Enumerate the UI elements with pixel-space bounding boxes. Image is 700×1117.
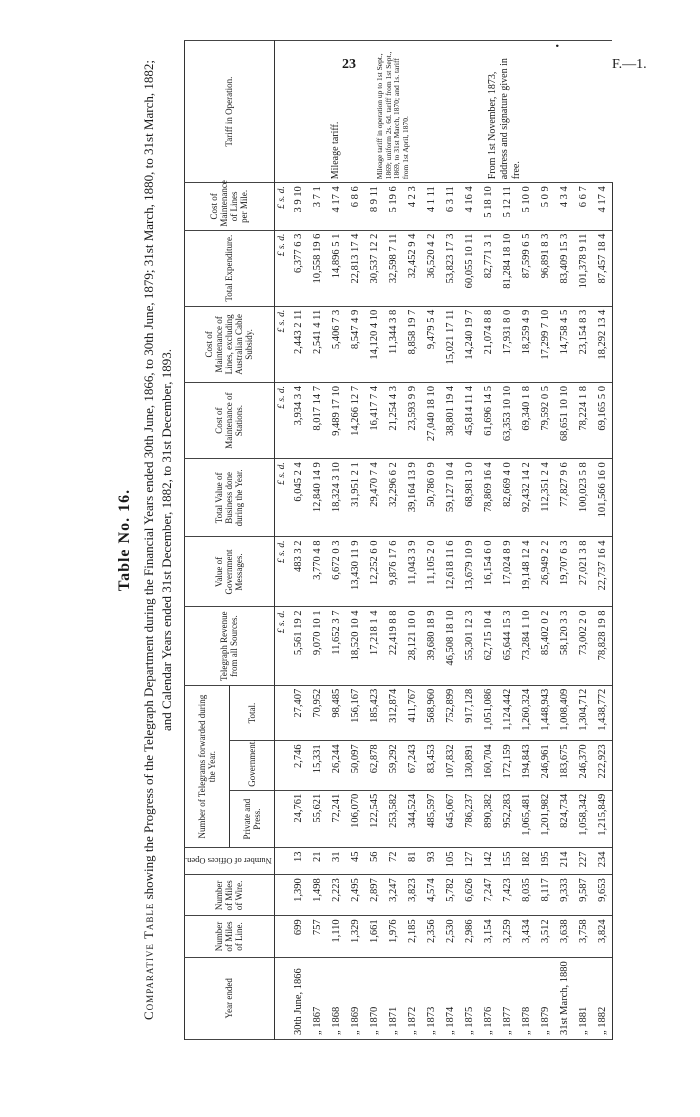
cell-lines: 2,541 4 11 [308,306,327,382]
cell-permile: 5 19 6 [384,183,403,230]
cell-permile: 8 9 11 [365,183,384,230]
cell-line: 1,661 [365,916,384,957]
cell-gov: 67,243 [403,741,422,790]
header-miles-line: Number of Miles of Line. [185,916,275,957]
cell-gov: 107,832 [441,741,460,790]
cell-lines: 18,259 4 9 [517,306,536,382]
cell-line: 3,154 [479,916,498,957]
rotated-table-block [116,40,700,1040]
cell-govval: 17,024 8 9 [498,537,517,607]
cell-govval: 26,949 2 2 [536,537,555,607]
cell-govval: 6,672 0 3 [327,537,346,607]
cell-private: 952,283 [498,790,517,848]
cell-stations: 45,814 11 4 [460,383,479,459]
cell-gov: 194,843 [517,741,536,790]
cell-revenue: 11,652 3 7 [327,607,346,685]
cell-revenue: 78,828 19 8 [593,607,613,685]
cell-lines: 9,479 5 4 [422,306,441,382]
cell-lines: 2,443 2 11 [289,306,308,382]
table-row [574,41,593,1040]
cell-offices: 93 [422,848,441,875]
cell-revenue: 62,715 10 4 [479,607,498,685]
cell-line: 2,986 [460,916,479,957]
header-total: Total. [229,685,274,741]
cell-total: 1,124,442 [498,685,517,741]
cell-business: 6,045 2 4 [289,459,308,537]
cell-business: 32,296 6 2 [384,459,403,537]
cell-stations: 38,801 19 4 [441,383,460,459]
cell-year: 30th June, 1866 [289,957,308,1039]
cell-permile: 5 0 9 [536,183,555,230]
cell-offices: 182 [517,848,536,875]
table-row [308,41,327,1040]
cell-permile: 4 17 4 [593,183,613,230]
cell-business: 101,566 16 0 [593,459,613,537]
cell-expend: 96,891 8 3 [536,230,555,306]
cell-total: 411,767 [403,685,422,741]
cell-permile: 4 17 4 [327,183,346,230]
cell-private: 344,524 [403,790,422,848]
cell-wire: 2,495 [346,875,365,916]
cell-business: 68,981 3 0 [460,459,479,537]
cell-total: 1,438,772 [593,685,613,741]
page-number: 23 [342,57,356,72]
cell-offices: 56 [365,848,384,875]
cell-expend: 81,284 18 10 [498,230,517,306]
cell-expend: 83,409 15 3 [555,230,574,306]
cell-year: „ 1872 [403,957,422,1039]
cell-year: „ 1867 [308,957,327,1039]
tariff-november-text: From 1st November, 1873, address and signature given in free. [487,58,523,180]
cell-gov: 183,675 [555,741,574,790]
cell-lines: 14,240 19 7 [460,306,479,382]
cell-stations: 8,017 14 7 [308,383,327,459]
cell-revenue: 55,301 12 3 [460,607,479,685]
cell-stations: 69,165 5 0 [593,383,613,459]
cell-business: 92,432 14 2 [517,459,536,537]
cell-gov: 172,159 [498,741,517,790]
cell-offices: 81 [403,848,422,875]
cell-stations: 21,254 4 3 [384,383,403,459]
cell-business: 112,351 2 4 [536,459,555,537]
cell-lines: 15,021 17 11 [441,306,460,382]
cell-private: 24,761 [289,790,308,848]
cell-total: 185,423 [365,685,384,741]
header-gov-value: Value of Government Messages. [185,537,275,607]
cell-expend: 14,896 5 1 [327,230,346,306]
cell-total: 1,008,409 [555,685,574,741]
cell-wire: 7,247 [479,875,498,916]
cell-gov: 222,923 [593,741,613,790]
cell-tariff-blank [422,41,441,183]
cell-gov: 62,878 [365,741,384,790]
cell-revenue: 39,680 18 9 [422,607,441,685]
progress-table [184,40,613,1040]
cell-expend: 10,558 19 6 [308,230,327,306]
cell-year: 31st March, 1880 [555,957,574,1039]
cell-line: 3,512 [536,916,555,957]
cell-wire: 6,626 [460,875,479,916]
cell-lines: 8,547 4 9 [346,306,365,382]
header-miles-wire: Number of Miles of Wire. [185,875,275,916]
cell-expend: 30,537 12 2 [365,230,384,306]
page-reference: F.—1. [612,57,647,72]
cell-govval: 16,154 6 0 [479,537,498,607]
cell-year: „ 1870 [365,957,384,1039]
cell-line: 1,329 [346,916,365,957]
cell-offices: 227 [574,848,593,875]
cell-year: „ 1879 [536,957,555,1039]
cell-govval: 22,737 16 4 [593,537,613,607]
cell-stations: 63,353 10 10 [498,383,517,459]
cell-govval: 12,618 11 6 [441,537,460,607]
cell-stations: 68,651 10 10 [555,383,574,459]
cell-total: 27,407 [289,685,308,741]
cell-lines: 23,154 8 3 [574,306,593,382]
cell-permile: 6 8 6 [346,183,365,230]
cell-revenue: 73,002 2 0 [574,607,593,685]
cell-stations: 79,592 0 5 [536,383,555,459]
cell-expend: 87,457 18 4 [593,230,613,306]
cell-revenue: 58,120 3 3 [555,607,574,685]
cell-revenue: 5,561 19 2 [289,607,308,685]
cell-line: 3,259 [498,916,517,957]
cell-expend: 87,599 6 5 [517,230,536,306]
cell-lines: 18,292 13 4 [593,306,613,382]
cell-permile: 5 18 10 [479,183,498,230]
cell-revenue: 22,419 8 8 [384,607,403,685]
cell-permile: 6 6 7 [574,183,593,230]
cell-gov: 130,891 [460,741,479,790]
cell-private: 122,545 [365,790,384,848]
cell-total: 70,952 [308,685,327,741]
cell-year: „ 1869 [346,957,365,1039]
cell-year: „ 1876 [479,957,498,1039]
unit-expenditure: £ s. d. [274,230,289,306]
cell-govval: 13,679 10 9 [460,537,479,607]
cell-govval: 11,043 3 9 [403,537,422,607]
cell-expend: 101,378 9 11 [574,230,593,306]
cell-business: 100,023 5 8 [574,459,593,537]
cell-revenue: 28,121 10 0 [403,607,422,685]
table-row [441,41,460,1040]
cell-business: 78,869 16 4 [479,459,498,537]
unit-gov-value: £ s. d. [274,537,289,607]
cell-line: 1,110 [327,916,346,957]
caption-lead: Comparative Table [141,902,156,1020]
unit-stations: £ s. d. [274,383,289,459]
table-row [517,41,536,1040]
table-heading: Table No. 16. [116,488,133,592]
cell-line: 3,824 [593,916,613,957]
cell-private: 1,201,982 [536,790,555,848]
header-government: Government. [229,741,274,790]
cell-offices: 105 [441,848,460,875]
cell-business: 77,827 9 6 [555,459,574,537]
cell-line: 3,434 [517,916,536,957]
header-business: Total Value of Business done during the Year. [185,459,275,537]
cell-line: 1,976 [384,916,403,957]
cell-govval: 19,148 12 4 [517,537,536,607]
cell-expend: 82,771 3 1 [479,230,498,306]
caption-text: showing the Progress of the Telegraph Department during the Financial Years ended 30th June, 1866, to 30th June, 1879; 31st March, 1880, to 31st March, 1882; and Calendar Years ended 31st December, 1882, to 31st December, 1893. [141,60,174,900]
cell-permile: 4 3 4 [555,183,574,230]
cell-lines: 11,344 3 8 [384,306,403,382]
cell-private: 1,215,849 [593,790,613,848]
cell-govval: 19,707 6 3 [555,537,574,607]
cell-line: 3,638 [555,916,574,957]
cell-private: 106,070 [346,790,365,848]
cell-offices: 142 [479,848,498,875]
cell-stations: 61,696 14 5 [479,383,498,459]
tariff-november [441,41,613,183]
cell-year: „ 1871 [384,957,403,1039]
cell-gov: 50,097 [346,741,365,790]
cell-revenue: 46,508 18 10 [441,607,460,685]
cell-permile: 6 3 11 [441,183,460,230]
header-offices [185,848,275,875]
cell-permile: 4 16 4 [460,183,479,230]
cell-offices: 214 [555,848,574,875]
cell-year: „ 1882 [593,957,613,1039]
cell-business: 18,324 3 10 [327,459,346,537]
cell-wire: 9,653 [593,875,613,916]
cell-lines: 8,858 19 7 [403,306,422,382]
cell-wire: 3,247 [384,875,403,916]
header-expenditure: Total Expenditure. [185,230,275,306]
cell-revenue: 65,644 15 3 [498,607,517,685]
cell-private: 485,597 [422,790,441,848]
cell-revenue: 9,070 10 1 [308,607,327,685]
cell-stations: 23,593 9 9 [403,383,422,459]
table-row [346,41,365,1040]
table-row [327,41,346,1040]
cell-offices: 127 [460,848,479,875]
cell-total: 1,448,943 [536,685,555,741]
cell-line: 2,356 [422,916,441,957]
cell-total: 1,260,324 [517,685,536,741]
cell-private: 72,241 [327,790,346,848]
cell-expend: 60,055 10 11 [460,230,479,306]
cell-private: 55,621 [308,790,327,848]
cell-total: 156,167 [346,685,365,741]
cell-gov: 15,331 [308,741,327,790]
unit-lines: £ s. d. [274,306,289,382]
cell-total: 98,485 [327,685,346,741]
cell-line: 2,530 [441,916,460,957]
cell-tariff-blank [289,41,308,183]
cell-govval: 11,105 2 0 [422,537,441,607]
cell-business: 50,786 0 9 [422,459,441,537]
cell-line: 2,185 [403,916,422,957]
cell-private: 253,582 [384,790,403,848]
cell-private: 824,734 [555,790,574,848]
cell-offices: 155 [498,848,517,875]
header-year: Year ended [185,957,275,1039]
cell-offices: 72 [384,848,403,875]
cell-stations: 3,934 3 4 [289,383,308,459]
cell-wire: 2,897 [365,875,384,916]
cell-year: „ 1873 [422,957,441,1039]
cell-gov: 59,292 [384,741,403,790]
cell-stations: 14,266 12 7 [346,383,365,459]
table-row [555,41,574,1040]
cell-year: „ 1874 [441,957,460,1039]
cell-year: „ 1878 [517,957,536,1039]
cell-wire: 5,782 [441,875,460,916]
cell-wire: 7,423 [498,875,517,916]
cell-permile: 5 10 0 [517,183,536,230]
table-row [422,41,441,1040]
cell-business: 59,127 10 4 [441,459,460,537]
table-row [403,41,422,1040]
cell-govval: 483 3 2 [289,537,308,607]
cell-line: 3,758 [574,916,593,957]
cell-year: „ 1868 [327,957,346,1039]
cell-line: 757 [308,916,327,957]
cell-private: 1,065,481 [517,790,536,848]
cell-wire: 8,035 [517,875,536,916]
cell-offices: 234 [593,848,613,875]
header-private: Private and Press. [229,790,274,848]
cell-business: 29,470 7 4 [365,459,384,537]
tariff-uniform: Mileage tariff in operation up to 1st Sept., 1869; uniform 2s. 6d. tariff from 1st Sept., 1869, to 31st March, 1870; and 1s. tariff from 1st April, 1870. [365,41,422,183]
table-body [274,41,612,1040]
table-row [365,41,384,1040]
cell-permile: 5 12 11 [498,183,517,230]
cell-permile: 4 1 11 [422,183,441,230]
cell-gov: 83,453 [422,741,441,790]
cell-expend: 6,377 6 3 [289,230,308,306]
header-revenue: Telegraph Revenue from all Sources. [185,607,275,685]
cell-lines: 14,758 4 5 [555,306,574,382]
cell-wire: 3,823 [403,875,422,916]
table-row [593,41,613,1040]
cell-business: 31,951 2 1 [346,459,365,537]
table-row [384,41,403,1040]
cell-govval: 3,770 4 8 [308,537,327,607]
unit-business: £ s. d. [274,459,289,537]
table-row [289,41,308,1040]
cell-gov: 26,244 [327,741,346,790]
cell-revenue: 17,218 1 4 [365,607,384,685]
cell-wire: 9,333 [555,875,574,916]
cell-private: 1,058,342 [574,790,593,848]
cell-wire: 9,587 [574,875,593,916]
unit-per-mile: £ s. d. [274,183,289,230]
table-row [460,41,479,1040]
cell-line: 699 [289,916,308,957]
cell-expend: 36,520 4 2 [422,230,441,306]
header-telegrams-group: Number of Telegrams forwarded during the Year. [185,685,230,848]
table-row [498,41,517,1040]
cell-permile: 4 2 3 [403,183,422,230]
cell-total: 1,304,712 [574,685,593,741]
cell-private: 890,382 [479,790,498,848]
cell-govval: 12,252 6 0 [365,537,384,607]
cell-wire: 1,498 [308,875,327,916]
table-row [536,41,555,1040]
cell-stations: 16,417 7 4 [365,383,384,459]
table-caption [140,40,176,1040]
cell-gov: 246,370 [574,741,593,790]
cell-revenue: 18,520 10 4 [346,607,365,685]
cell-offices: 195 [536,848,555,875]
cell-offices: 31 [327,848,346,875]
table-row [479,41,498,1040]
cell-expend: 22,813 17 4 [346,230,365,306]
bullet-mark: • [553,44,565,48]
cell-gov: 160,704 [479,741,498,790]
cell-year: „ 1881 [574,957,593,1039]
cell-permile: 3 7 1 [308,183,327,230]
cell-stations: 78,224 1 8 [574,383,593,459]
cell-govval: 27,021 3 8 [574,537,593,607]
header-maint-stations: Cost of Maintenance of Stations. [185,383,275,459]
header-maint-lines: Cost of Maintenance of Lines, excluding Australian Cable Subsidy. [185,306,275,382]
cell-lines: 14,120 4 10 [365,306,384,382]
cell-total: 1,051,086 [479,685,498,741]
cell-total: 752,899 [441,685,460,741]
header-maint-per-mile: Cost of Maintenance of Lines per Mile. [185,183,275,230]
header-tariff: Tariff in Operation. [185,41,275,183]
cell-revenue: 85,402 0 2 [536,607,555,685]
cell-expend: 32,452 9 4 [403,230,422,306]
cell-permile: 3 9 10 [289,183,308,230]
units-row [274,41,289,1040]
cell-business: 82,669 4 0 [498,459,517,537]
cell-offices: 13 [289,848,308,875]
cell-gov: 246,961 [536,741,555,790]
cell-total: 312,874 [384,685,403,741]
cell-stations: 9,489 17 10 [327,383,346,459]
header-offices-text: Number of Offices Open. [185,856,272,867]
cell-lines: 21,074 8 8 [479,306,498,382]
cell-private: 786,237 [460,790,479,848]
cell-stations: 27,040 18 10 [422,383,441,459]
cell-business: 39,164 13 9 [403,459,422,537]
cell-gov: 2,746 [289,741,308,790]
cell-wire: 1,390 [289,875,308,916]
cell-total: 917,128 [460,685,479,741]
cell-wire: 2,223 [327,875,346,916]
tariff-mileage: Mileage tariff. [308,41,365,183]
cell-year: „ 1875 [460,957,479,1039]
cell-lines: 17,299 7 10 [536,306,555,382]
cell-total: 568,960 [422,685,441,741]
cell-business: 12,840 14 9 [308,459,327,537]
cell-revenue: 73,284 1 10 [517,607,536,685]
cell-offices: 21 [308,848,327,875]
cell-expend: 53,823 17 3 [441,230,460,306]
cell-year: „ 1877 [498,957,517,1039]
cell-govval: 13,430 11 9 [346,537,365,607]
cell-expend: 32,598 7 11 [384,230,403,306]
cell-wire: 8,117 [536,875,555,916]
cell-private: 645,067 [441,790,460,848]
unit-revenue: £ s. d. [274,607,289,685]
cell-govval: 9,876 17 6 [384,537,403,607]
cell-wire: 4,574 [422,875,441,916]
cell-lines: 5,406 7 3 [327,306,346,382]
cell-stations: 69,340 1 8 [517,383,536,459]
cell-offices: 45 [346,848,365,875]
cell-lines: 17,931 8 0 [498,306,517,382]
